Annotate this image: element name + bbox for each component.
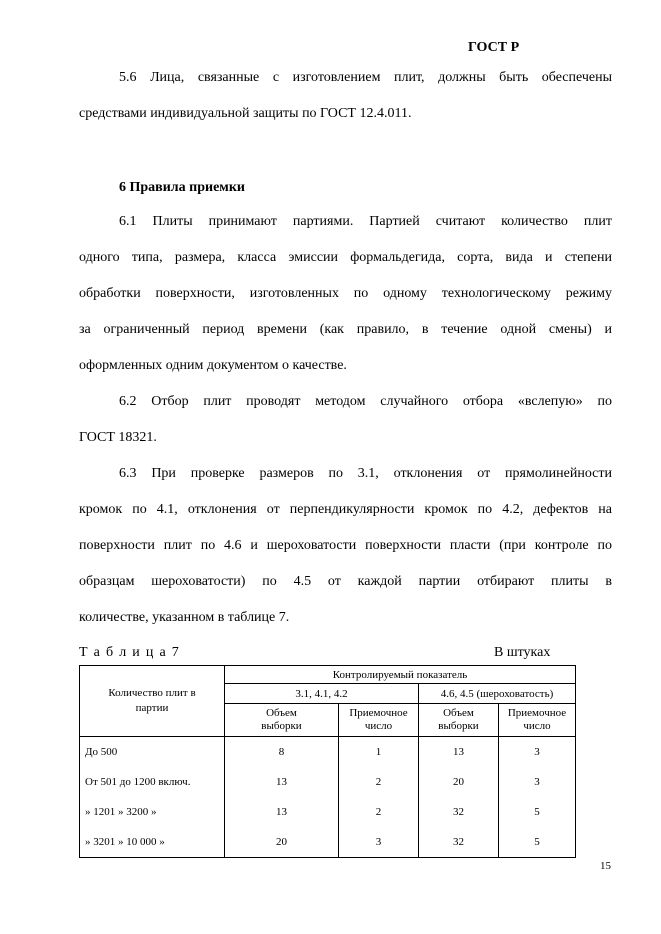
- value-cell: 20: [225, 827, 339, 858]
- value-cell: 32: [419, 827, 499, 858]
- text-line: поверхности плит по 4.6 и шероховатости поверхности пласти (при контроле по: [79, 538, 612, 553]
- page-number: 15: [600, 860, 611, 872]
- value-cell: 5: [499, 797, 576, 827]
- value-cell: 3: [499, 767, 576, 797]
- header-sample-size: Объем выборки: [225, 704, 339, 737]
- value-cell: 8: [225, 737, 339, 768]
- table-row: [80, 767, 576, 797]
- text-line: средствами индивидуальной защиты по ГОСТ 12.4.011.: [79, 106, 412, 121]
- table-row: [80, 737, 576, 768]
- table-unit: В штуках: [494, 645, 551, 660]
- header-controlled-indicator: Контролируемый показатель: [225, 666, 576, 684]
- value-cell: 32: [419, 797, 499, 827]
- table-row: [80, 797, 576, 827]
- lot-size-cell: От 501 до 1200 включ.: [80, 767, 225, 797]
- value-cell: 5: [499, 827, 576, 858]
- text-line: кромок по 4.1, отклонения от перпендикулярности кромок по 4.2, дефектов на: [79, 502, 612, 517]
- text-line: 6.3 При проверке размеров по 3.1, отклонения от прямолинейности: [119, 466, 612, 481]
- paragraph-5-6: [79, 60, 612, 132]
- lot-size-cell: До 500: [80, 737, 225, 768]
- paragraph-6-1: [79, 204, 612, 384]
- value-cell: 13: [225, 767, 339, 797]
- header-group-b: 4.6, 4.5 (шероховатость): [419, 684, 576, 704]
- paragraph-6-3: [79, 456, 612, 636]
- header-sample-size: Объем выборки: [419, 704, 499, 737]
- text-line: за ограниченный период времени (как правило, в течение одной смены) и: [79, 322, 612, 337]
- text-line: 5.6 Лица, связанные с изготовлением плит, должны быть обеспечены: [119, 70, 612, 85]
- value-cell: 3: [339, 827, 419, 858]
- text-line: ГОСТ 18321.: [79, 430, 157, 445]
- header-acceptance-number: Приемочное число: [499, 704, 576, 737]
- lot-size-cell: » 1201 » 3200 »: [80, 797, 225, 827]
- text-line: обработки поверхности, изготовленных по одному технологическому режиму: [79, 286, 612, 301]
- value-cell: 13: [225, 797, 339, 827]
- table-7: [79, 665, 576, 858]
- value-cell: 13: [419, 737, 499, 768]
- value-cell: 20: [419, 767, 499, 797]
- value-cell: 2: [339, 767, 419, 797]
- value-cell: 3: [499, 737, 576, 768]
- text-line: 6.1 Плиты принимают партиями. Партией считают количество плит: [119, 214, 612, 229]
- table-row: [80, 827, 576, 858]
- text-line: 6.2 Отбор плит проводят методом случайного отбора «вслепую» по: [119, 394, 612, 409]
- header-group-a: 3.1, 4.1, 4.2: [225, 684, 419, 704]
- value-cell: 2: [339, 797, 419, 827]
- value-cell: 1: [339, 737, 419, 768]
- document-code: ГОСТ Р: [468, 40, 520, 55]
- header-acceptance-number: Приемочное число: [339, 704, 419, 737]
- section-heading: 6 Правила приемки: [119, 180, 245, 195]
- paragraph-6-2: [79, 384, 612, 456]
- table-caption: Т а б л и ц а 7: [79, 645, 181, 660]
- text-line: образцам шероховатости) по 4.5 от каждой партии отбирают плиты в: [79, 574, 612, 589]
- text-line: оформленных одним документом о качестве.: [79, 358, 347, 373]
- lot-size-cell: » 3201 » 10 000 »: [80, 827, 225, 858]
- text-line: одного типа, размера, класса эмиссии формальдегида, сорта, вида и степени: [79, 250, 612, 265]
- text-line: количестве, указанном в таблице 7.: [79, 610, 290, 625]
- header-lot-size: Количество плит в партии: [80, 666, 225, 737]
